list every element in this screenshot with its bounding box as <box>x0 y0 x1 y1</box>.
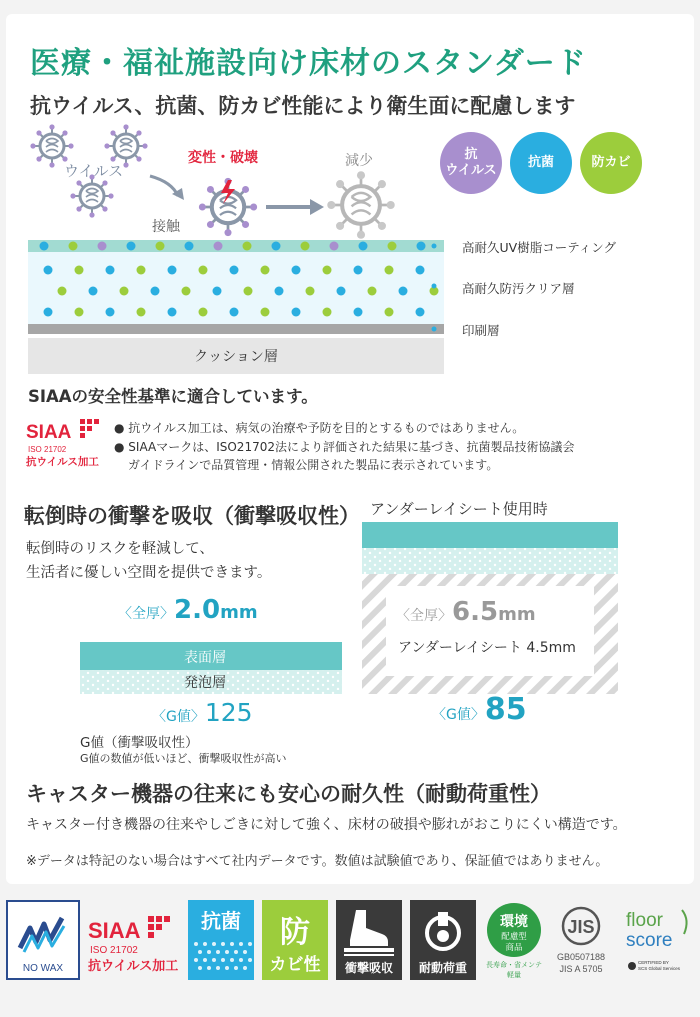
cushion-layer: クッション層 <box>28 338 444 374</box>
coating-dot <box>301 242 310 251</box>
svg-text:SIAA: SIAA <box>26 422 72 443</box>
coating-dot <box>417 242 426 251</box>
clear-layer-dot <box>399 287 408 296</box>
nowax-icon <box>6 900 80 980</box>
siaa-heading: SIAAの安全性基準に適合しています。 <box>28 387 318 406</box>
underlay-label: アンダーレイシート 4.5mm <box>398 640 576 656</box>
virus-reduced-icon <box>327 171 395 239</box>
change-label: 変性・破壊 <box>188 150 258 166</box>
durability-desc: キャスター付き機器の往来やしごきに対して強く、床材の破損や膨れがおこりにくい構造です。 <box>26 817 627 833</box>
floorscore-logo <box>616 900 696 980</box>
coating-dot <box>98 242 107 251</box>
clear-layer-dot <box>58 287 67 296</box>
siaa-mark-icon <box>84 900 180 980</box>
g-value-title: G値（衝撃吸収性） <box>80 735 199 751</box>
clear-layer-dot <box>416 308 425 317</box>
coating-dot <box>185 242 194 251</box>
antimold-icon <box>262 900 328 980</box>
antibacterial-icon <box>188 900 254 980</box>
layer-label-clear: 高耐久防汚クリア層 <box>462 281 575 296</box>
clear-layer-dot <box>354 266 363 275</box>
coating-dot <box>156 242 165 251</box>
coating-dot <box>243 242 252 251</box>
svg-text:配慮型: 配慮型 <box>501 932 527 942</box>
page-title: 医療・福祉施設向け床材のスタンダード <box>30 46 587 81</box>
clear-layer-dot <box>323 266 332 275</box>
clear-layer-dot <box>292 308 301 317</box>
coating-dot <box>359 242 368 251</box>
svg-text:長寿命・省メンテ: 長寿命・省メンテ <box>486 961 542 969</box>
contact-label: 接触 <box>152 219 180 235</box>
right-thickness: 〈全厚〉6.5mm <box>396 597 536 627</box>
svg-text:SIAA: SIAA <box>88 918 141 943</box>
clear-layer-dot <box>385 266 394 275</box>
shock-absorb-icon <box>336 900 402 980</box>
clear-layer-dot <box>106 308 115 317</box>
clear-layer-dot <box>213 287 222 296</box>
clear-layer-dot <box>368 287 377 296</box>
clear-layer-dot <box>168 266 177 275</box>
clear-layer-dot <box>306 287 315 296</box>
coating-dot <box>127 242 136 251</box>
clear-layer-dot <box>337 287 346 296</box>
clear-layer-dot <box>230 308 239 317</box>
siaa-bullet-1: ● 抗ウイルス加工は、病気の治療や予防を目的とするものではありません。 <box>114 421 525 435</box>
load-resistance-icon <box>410 900 476 980</box>
clear-layer-dot <box>137 266 146 275</box>
svg-text:NO WAX: NO WAX <box>22 963 64 974</box>
left-g-value: 〈G値〉125 <box>152 698 253 727</box>
foam-layer-label: 発泡層 <box>184 675 226 691</box>
clear-layer-dot <box>120 287 129 296</box>
svg-text:JIS A 5705: JIS A 5705 <box>559 964 603 974</box>
layer-label-print: 印刷層 <box>462 323 500 338</box>
coating-dot <box>330 242 339 251</box>
svg-text:抗ウイルス加工: 抗ウイルス加工 <box>26 456 99 468</box>
underlay-heading: アンダーレイシート使用時 <box>370 500 548 518</box>
virus-label: ウイルス <box>64 162 124 180</box>
jis-mark-icon <box>552 900 610 980</box>
badge-antivirus: 抗 ウイルス <box>440 132 502 194</box>
svg-text:抗菌: 抗菌 <box>201 909 241 933</box>
clear-layer-dot <box>75 308 84 317</box>
clear-layer-dot <box>44 266 53 275</box>
left-thickness: 〈全厚〉2.0mm <box>118 595 258 625</box>
clear-layer-dot <box>182 287 191 296</box>
badge-antimold: 防カビ <box>580 132 642 194</box>
svg-text:floor: floor <box>626 910 663 931</box>
clear-layer-dot <box>261 308 270 317</box>
clear-layer-dot <box>292 266 301 275</box>
clear-layer-dot <box>416 266 425 275</box>
clear-layer-dot <box>275 287 284 296</box>
coating-dot <box>40 242 49 251</box>
coating-dot <box>388 242 397 251</box>
impact-desc-1: 転倒時のリスクを軽減して、 <box>26 541 214 557</box>
coating-dot <box>214 242 223 251</box>
durability-title: キャスター機器の往来にも安心の耐久性（耐動荷重性） <box>26 782 551 806</box>
clear-layer-dot <box>385 308 394 317</box>
impact-title: 転倒時の衝撃を吸収（衝撃吸収性） <box>24 504 360 528</box>
svg-text:ISO 21702: ISO 21702 <box>28 445 67 454</box>
layer-label-uv: 高耐久UV樹脂コーティング <box>462 240 616 255</box>
clear-layer-dot <box>137 308 146 317</box>
clear-layer-dot <box>230 266 239 275</box>
clear-layer-dot <box>199 308 208 317</box>
svg-text:JIS: JIS <box>567 917 595 937</box>
clear-layer-dot <box>44 308 53 317</box>
svg-text:score: score <box>626 930 673 951</box>
siaa-bullet-2b: ガイドラインで品質管理・情報公開された製品に表示されています。 <box>128 458 499 472</box>
footnote: ※データは特記のない場合はすべて社内データです。数値は試験値であり、保証値ではありません。 <box>26 854 609 869</box>
surface-layer-label: 表面層 <box>184 650 226 666</box>
clear-layer-dot <box>261 266 270 275</box>
clear-layer-dot <box>168 308 177 317</box>
svg-text:耐動荷重: 耐動荷重 <box>418 961 468 975</box>
coating-dot <box>272 242 281 251</box>
clear-layer-dot <box>75 266 84 275</box>
svg-text:SCS Global Services: SCS Global Services <box>638 966 681 971</box>
svg-text:防: 防 <box>280 915 310 950</box>
siaa-logo <box>24 414 104 470</box>
siaa-bullet-2: ● SIAAマークは、ISO21702法により評価された結果に基づき、抗菌製品技術協議会 <box>114 440 575 454</box>
clear-layer-dot <box>354 308 363 317</box>
clear-layer-dot <box>89 287 98 296</box>
svg-text:衝撃吸収: 衝撃吸収 <box>344 961 394 975</box>
clear-layer-dot <box>244 287 253 296</box>
clear-layer-dot <box>106 266 115 275</box>
svg-text:環境: 環境 <box>500 914 528 930</box>
clear-layer-dot <box>151 287 160 296</box>
clear-layer-dot <box>323 308 332 317</box>
reduce-label: 減少 <box>345 153 373 169</box>
svg-text:CERTIFIED BY: CERTIFIED BY <box>638 960 669 965</box>
coating-dot <box>69 242 78 251</box>
svg-text:GB0507188: GB0507188 <box>556 952 606 962</box>
right-g-value: 〈G値〉85 <box>432 692 527 727</box>
svg-text:カビ性: カビ性 <box>269 955 321 975</box>
svg-text:ISO 21702: ISO 21702 <box>90 945 138 956</box>
svg-text:軽量: 軽量 <box>507 971 521 979</box>
svg-text:抗ウイルス加工: 抗ウイルス加工 <box>88 959 179 974</box>
g-value-note: G値の数値が低いほど、衝撃吸収性が高い <box>80 752 287 765</box>
clear-layer-dot <box>199 266 208 275</box>
badge-antibacterial: 抗菌 <box>510 132 572 194</box>
impact-desc-2: 生活者に優しい空間を提供できます。 <box>26 565 272 581</box>
eco-product-icon <box>480 900 548 980</box>
svg-text:商品: 商品 <box>505 943 523 953</box>
page-subtitle: 抗ウイルス、抗菌、防カビ性能により衛生面に配慮します <box>30 94 576 118</box>
